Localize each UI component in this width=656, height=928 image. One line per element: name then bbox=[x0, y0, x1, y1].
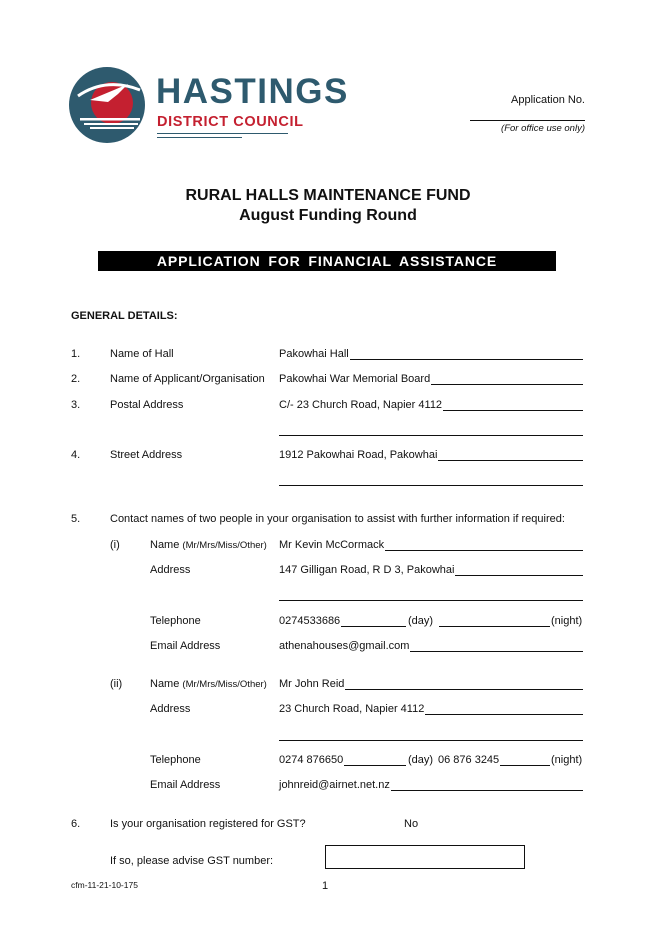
item-number-1: 1. bbox=[71, 348, 81, 360]
document-code: cfm-11-21-10-175 bbox=[71, 880, 138, 890]
contact-2-phone-night-field[interactable]: 06 876 3245 bbox=[438, 754, 500, 766]
contact-2-address-label: Address bbox=[150, 703, 191, 715]
contact-1-email-field[interactable]: athenahouses@gmail.com bbox=[279, 640, 410, 652]
contact-1-address-field[interactable]: 147 Gilligan Road, R D 3, Pakowhai bbox=[279, 564, 455, 576]
hall-name-field[interactable]: Pakowhai Hall bbox=[279, 348, 349, 360]
contact-2-night-label: (night) bbox=[551, 754, 583, 766]
gst-question: Is your organisation registered for GST? bbox=[110, 818, 306, 830]
item-number-3: 3. bbox=[71, 399, 81, 411]
contact-2-address-field[interactable]: 23 Church Road, Napier 4112 bbox=[279, 703, 425, 715]
postal-address-label: Postal Address bbox=[110, 399, 184, 411]
item-number-6: 6. bbox=[71, 818, 81, 830]
street-address-field[interactable]: 1912 Pakowhai Road, Pakowhai bbox=[279, 449, 438, 461]
contact-1-night-label: (night) bbox=[551, 615, 583, 627]
logo-name-line1: HASTINGS bbox=[156, 72, 349, 111]
contact-2-name-label bbox=[150, 678, 267, 690]
contact-1-night-line bbox=[439, 626, 550, 627]
contact-1-name-label-text: Name bbox=[150, 539, 180, 551]
office-use-note: (For office use only) bbox=[501, 123, 585, 134]
contact-2-email-field[interactable]: johnreid@airnet.net.nz bbox=[279, 779, 390, 791]
item-number-2: 2. bbox=[71, 373, 81, 385]
contact-2-telephone-label: Telephone bbox=[150, 754, 201, 766]
contact-2-index: (ii) bbox=[110, 678, 123, 690]
application-no-label: Application No. bbox=[511, 94, 585, 106]
logo-underline-2 bbox=[157, 137, 242, 138]
contact-2-phone-day-field[interactable]: 0274 876650 bbox=[279, 754, 344, 766]
gst-number-input[interactable] bbox=[325, 845, 525, 869]
contact-1-index: (i) bbox=[110, 539, 120, 551]
applicant-field[interactable]: Pakowhai War Memorial Board bbox=[279, 373, 431, 385]
contact-1-name-label bbox=[150, 539, 267, 551]
council-emblem-icon bbox=[68, 66, 148, 146]
page-number: 1 bbox=[322, 880, 329, 892]
postal-address-line-2[interactable] bbox=[279, 435, 583, 436]
council-logo bbox=[68, 66, 348, 148]
contact-2-title-options: (Mr/Mrs/Miss/Other) bbox=[182, 679, 267, 690]
contact-1-phone-day-field[interactable]: 0274533686 bbox=[279, 615, 341, 627]
postal-address-field[interactable]: C/- 23 Church Road, Napier 4112 bbox=[279, 399, 443, 411]
hall-name-label: Name of Hall bbox=[110, 348, 174, 360]
section-heading: GENERAL DETAILS: bbox=[71, 310, 178, 322]
contact-2-email-label: Email Address bbox=[150, 779, 221, 791]
form-subtitle: August Funding Round bbox=[239, 207, 417, 224]
logo-underline-1 bbox=[157, 133, 288, 134]
contact-2-day-label: (day) bbox=[408, 754, 434, 766]
contacts-instruction: Contact names of two people in your organisation to assist with further information if required: bbox=[110, 513, 565, 525]
contact-1-address-line-2[interactable] bbox=[279, 600, 583, 601]
contact-1-day-label: (day) bbox=[408, 615, 434, 627]
contact-1-telephone-label: Telephone bbox=[150, 615, 201, 627]
form-title: RURAL HALLS MAINTENANCE FUND bbox=[185, 187, 471, 204]
item-number-4: 4. bbox=[71, 449, 81, 461]
logo-name-line2: DISTRICT COUNCIL bbox=[157, 114, 304, 130]
applicant-label: Name of Applicant/Organisation bbox=[110, 373, 265, 385]
contact-2-name-field[interactable]: Mr John Reid bbox=[279, 678, 345, 690]
contact-1-name-field[interactable]: Mr Kevin McCormack bbox=[279, 539, 385, 551]
contact-2-name-label-text: Name bbox=[150, 678, 180, 690]
application-banner: APPLICATION FOR FINANCIAL ASSISTANCE bbox=[98, 251, 556, 271]
item-number-5: 5. bbox=[71, 513, 81, 525]
street-address-label: Street Address bbox=[110, 449, 183, 461]
application-no-line[interactable] bbox=[470, 120, 585, 121]
gst-number-prompt: If so, please advise GST number: bbox=[110, 855, 274, 867]
street-address-line-2[interactable] bbox=[279, 485, 583, 486]
contact-2-address-line-2[interactable] bbox=[279, 740, 583, 741]
contact-1-address-label: Address bbox=[150, 564, 191, 576]
contact-1-email-label: Email Address bbox=[150, 640, 221, 652]
gst-answer[interactable]: No bbox=[404, 818, 419, 830]
contact-1-title-options: (Mr/Mrs/Miss/Other) bbox=[182, 540, 267, 551]
